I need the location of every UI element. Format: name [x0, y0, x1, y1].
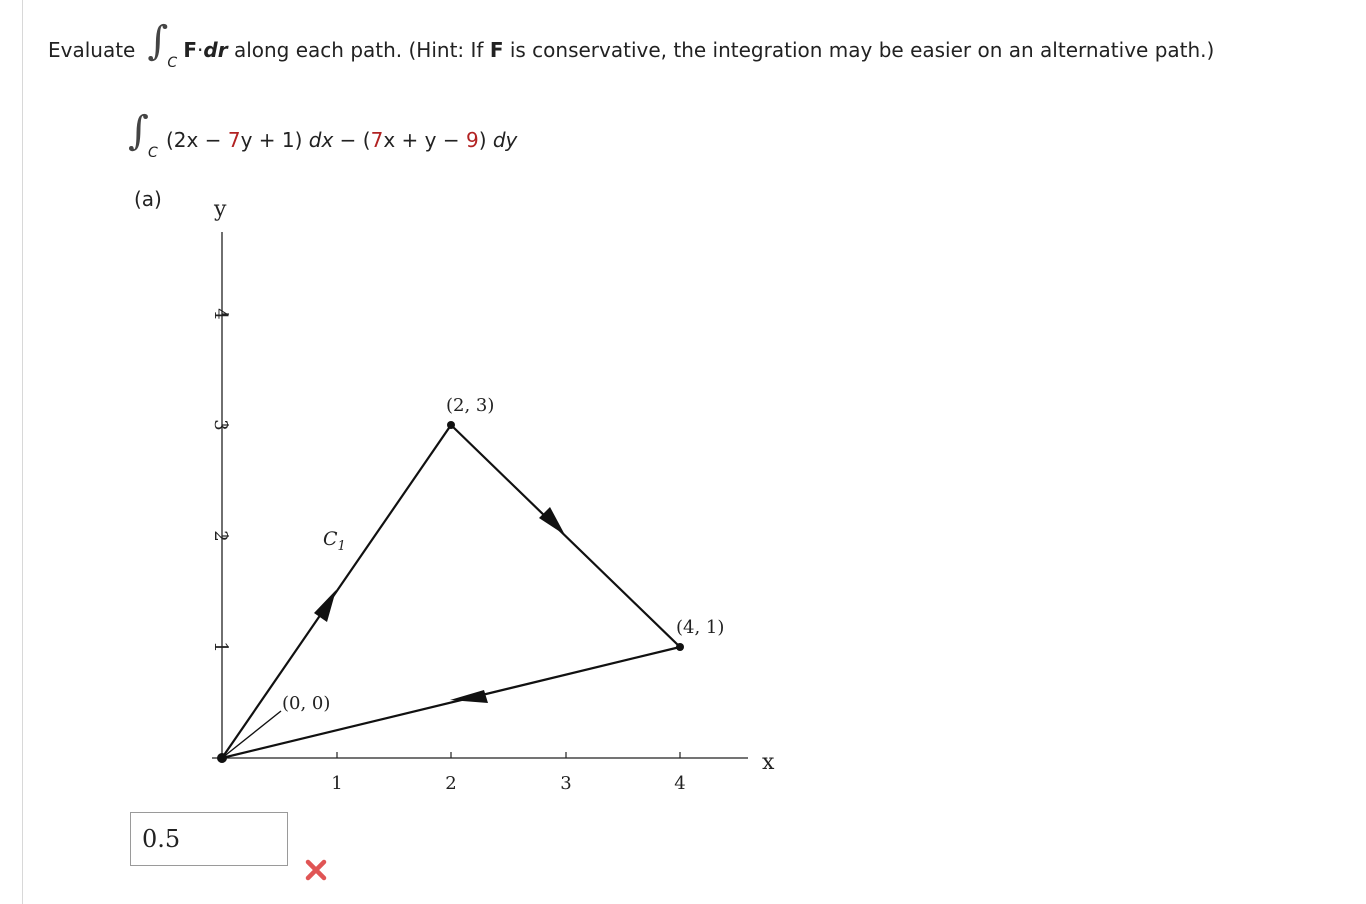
vertex-2-3 — [447, 421, 455, 429]
x-axis-label: x — [762, 750, 775, 775]
expr-part: − ( — [333, 128, 371, 152]
x-tick-label: 3 — [560, 773, 572, 794]
expr-part: y + 1) — [240, 128, 309, 152]
question-text-F: F — [489, 38, 504, 62]
arrow-down-right-icon — [539, 507, 565, 535]
curve-label-subscript: 1 — [337, 539, 346, 554]
vertex-4-1 — [676, 643, 684, 651]
expr-coef-red: 7 — [370, 128, 384, 152]
point-label-2-3: (2, 3) — [446, 395, 495, 416]
point-label-origin: (0, 0) — [282, 693, 331, 714]
x-tick-label: 4 — [674, 773, 686, 794]
path-segment-origin-to-2-3 — [222, 425, 451, 758]
vector-F: F — [183, 38, 198, 62]
y-tick-label: 4 — [210, 308, 231, 320]
answer-input[interactable]: 0.5 — [130, 812, 288, 866]
y-tick-label: 2 — [210, 530, 231, 542]
integral-sign: ∫ C — [147, 18, 178, 71]
question-prefix: Evaluate — [48, 38, 136, 62]
dot-operator: · — [197, 38, 204, 62]
question-text-2: is conservative, the integration may be easier on an alternative path.) — [503, 38, 1215, 62]
part-label-a: (a) — [134, 187, 162, 211]
curve-label — [323, 528, 346, 554]
arrow-up-right-icon — [314, 590, 336, 622]
y-ticks — [222, 314, 229, 647]
integral-subscript: C — [148, 145, 158, 161]
x-tick-label: 2 — [445, 773, 457, 794]
x-tick-labels — [331, 773, 685, 794]
vector-dr: dr — [203, 38, 228, 62]
expr-const-red: 9 — [465, 128, 479, 152]
vertex-origin — [217, 753, 227, 763]
expr-part: (2x − — [166, 128, 228, 152]
point-label-4-1: (4, 1) — [676, 617, 725, 638]
path-segment-2-3-to-4-1 — [451, 425, 680, 647]
point-labels — [282, 395, 724, 714]
expr-part: ) — [478, 128, 493, 152]
expr-dx: dx — [308, 128, 334, 152]
y-tick-labels — [210, 308, 231, 652]
curve-label-letter: C — [323, 528, 338, 550]
incorrect-x-icon — [304, 856, 328, 884]
question-text-1: along each path. (Hint: If — [227, 38, 490, 62]
expr-coef-red: 7 — [227, 128, 241, 152]
expr-dy: dy — [492, 128, 518, 152]
x-tick-label: 1 — [331, 773, 343, 794]
y-axis-label: y — [214, 197, 227, 222]
expr-part: x + y − — [383, 128, 466, 152]
y-tick-label: 1 — [210, 641, 231, 653]
x-ticks — [337, 752, 680, 758]
integral-sign: ∫ C — [128, 108, 158, 161]
integral-subscript: C — [167, 55, 178, 71]
y-tick-label: 3 — [210, 419, 231, 431]
